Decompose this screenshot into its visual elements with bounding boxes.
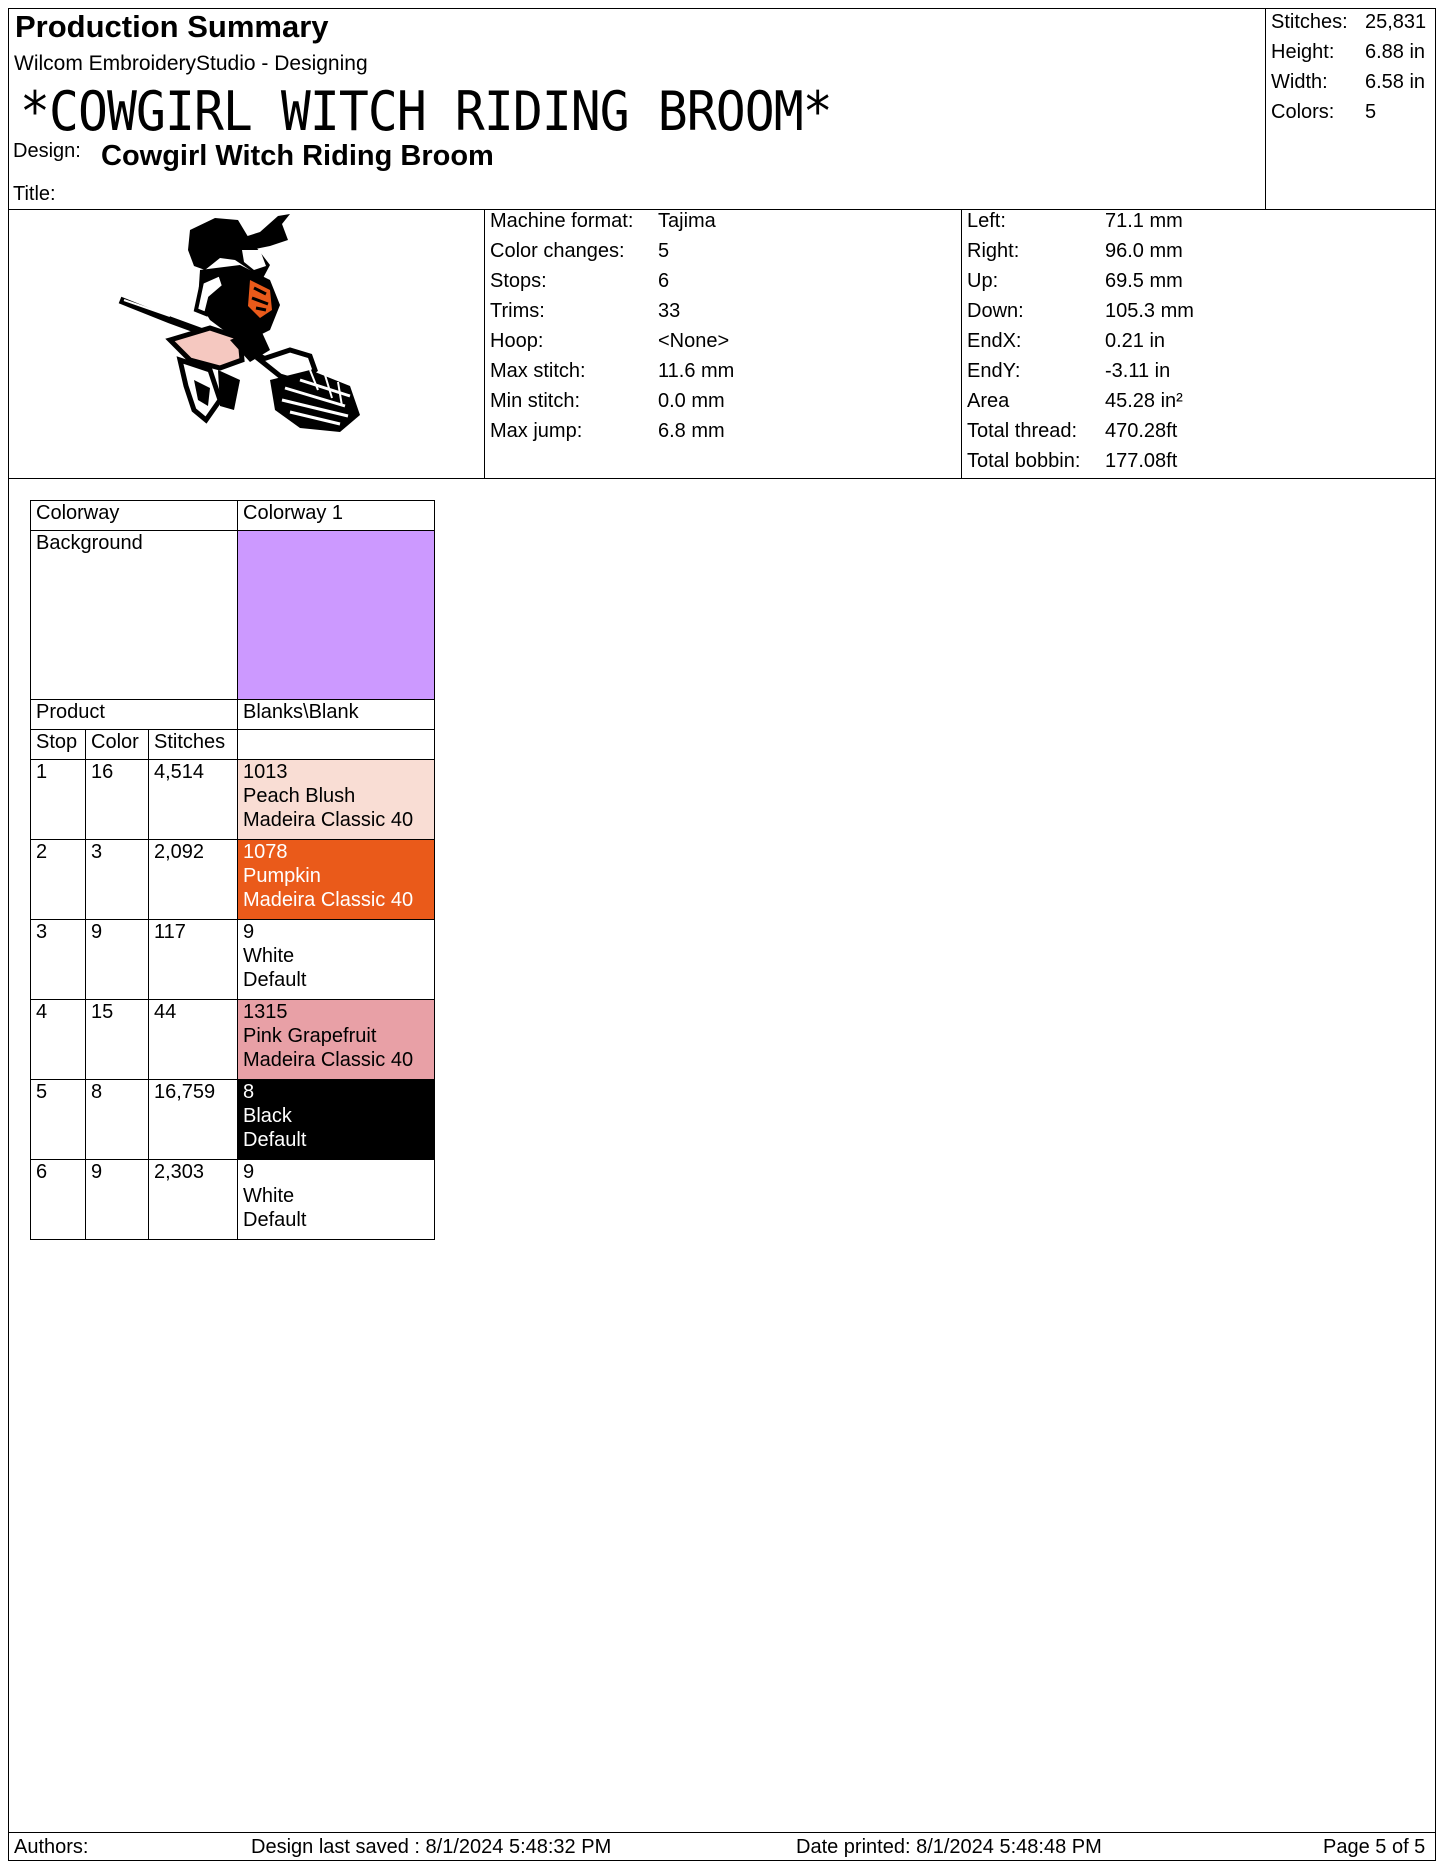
product-label: Product bbox=[31, 700, 238, 730]
machine-row bbox=[490, 210, 950, 240]
color-cell: 8 bbox=[86, 1080, 149, 1160]
summary-label: Stitches: bbox=[1271, 11, 1348, 33]
thread-row bbox=[31, 760, 435, 840]
color-cell: 9 bbox=[86, 920, 149, 1000]
thread-row bbox=[31, 840, 435, 920]
machine-label: Min stitch: bbox=[490, 390, 581, 412]
extents-value: 69.5 mm bbox=[1105, 270, 1183, 292]
extents-label: Total bobbin: bbox=[967, 450, 1081, 472]
stop-cell: 2 bbox=[31, 840, 86, 920]
summary-value: 6.58 in bbox=[1365, 71, 1426, 93]
column-header-row bbox=[31, 730, 435, 760]
thread-brand: Madeira Classic 40 bbox=[243, 809, 414, 831]
machine-value: 11.6 mm bbox=[658, 360, 735, 382]
thread-swatch-cell bbox=[238, 760, 435, 840]
thread-code: 1315 bbox=[243, 1001, 288, 1023]
machine-label: Trims: bbox=[490, 300, 545, 322]
col-header-stop: Stop bbox=[31, 730, 86, 760]
thread-row bbox=[31, 1080, 435, 1160]
divider-footer bbox=[8, 1832, 1436, 1833]
extents-value: 71.1 mm bbox=[1105, 210, 1183, 232]
extents-row bbox=[967, 300, 1427, 330]
stitches-cell: 4,514 bbox=[149, 760, 238, 840]
thread-code: 9 bbox=[243, 1161, 255, 1183]
extents-label: Down: bbox=[967, 300, 1024, 322]
title-label: Title: bbox=[13, 183, 56, 205]
extents-value: 45.28 in² bbox=[1105, 390, 1183, 412]
machine-row bbox=[490, 360, 950, 390]
design-name: Cowgirl Witch Riding Broom bbox=[101, 140, 494, 172]
summary-label: Colors: bbox=[1271, 101, 1335, 123]
footer-last-saved: Design last saved : 8/1/2024 5:48:32 PM bbox=[251, 1836, 612, 1858]
footer-date-printed: Date printed: 8/1/2024 5:48:48 PM bbox=[796, 1836, 1102, 1858]
thread-code: 8 bbox=[243, 1081, 255, 1103]
thread-name: Pink Grapefruit bbox=[243, 1025, 377, 1047]
design-label: Design: bbox=[13, 140, 81, 162]
thread-code: 9 bbox=[243, 921, 255, 943]
report-title: Production Summary bbox=[15, 9, 329, 44]
machine-value: 6 bbox=[658, 270, 670, 292]
thread-name: Pumpkin bbox=[243, 865, 321, 887]
color-cell: 3 bbox=[86, 840, 149, 920]
app-name: Wilcom EmbroideryStudio - Designing bbox=[14, 52, 368, 75]
thread-swatch-cell bbox=[238, 840, 435, 920]
extents-row bbox=[967, 420, 1427, 450]
summary-label: Height: bbox=[1271, 41, 1335, 63]
machine-value: 33 bbox=[658, 300, 681, 322]
summary-label: Width: bbox=[1271, 71, 1328, 93]
thread-code: 1013 bbox=[243, 761, 288, 783]
thread-brand: Madeira Classic 40 bbox=[243, 1049, 414, 1071]
col-header-stitches: Stitches bbox=[149, 730, 238, 760]
color-cell: 15 bbox=[86, 1000, 149, 1080]
stop-cell: 6 bbox=[31, 1160, 86, 1240]
summary-value: 5 bbox=[1365, 101, 1377, 123]
summary-row bbox=[1271, 71, 1436, 101]
stop-cell: 1 bbox=[31, 760, 86, 840]
extents-row bbox=[967, 240, 1427, 270]
extents-value: 177.08ft bbox=[1105, 450, 1178, 472]
footer-page-number: Page 5 of 5 bbox=[1323, 1836, 1426, 1858]
extents-row bbox=[967, 450, 1427, 480]
colorway-table bbox=[30, 500, 435, 1240]
product-value: Blanks\Blank bbox=[238, 700, 435, 730]
thread-swatch-cell bbox=[238, 1160, 435, 1240]
extents-row bbox=[967, 390, 1427, 420]
machine-label: Color changes: bbox=[490, 240, 625, 262]
extents-row bbox=[967, 270, 1427, 300]
thread-brand: Madeira Classic 40 bbox=[243, 889, 414, 911]
summary-row bbox=[1271, 11, 1436, 41]
extents-label: Right: bbox=[967, 240, 1020, 262]
extents-label: EndY: bbox=[967, 360, 1021, 382]
thread-swatch-cell bbox=[238, 1080, 435, 1160]
thread-row bbox=[31, 1000, 435, 1080]
machine-info bbox=[490, 210, 950, 450]
extents-row bbox=[967, 360, 1427, 390]
machine-row bbox=[490, 390, 950, 420]
colorway-row bbox=[31, 501, 435, 531]
extents-label: Area bbox=[967, 390, 1010, 412]
extents-row bbox=[967, 330, 1427, 360]
machine-row bbox=[490, 300, 950, 330]
extents-label: EndX: bbox=[967, 330, 1022, 352]
machine-value: Tajima bbox=[658, 210, 716, 232]
stitches-cell: 2,092 bbox=[149, 840, 238, 920]
stop-cell: 5 bbox=[31, 1080, 86, 1160]
thread-brand: Default bbox=[243, 1209, 307, 1231]
summary-row bbox=[1271, 101, 1436, 131]
divider-machine bbox=[484, 209, 485, 478]
machine-value: 6.8 mm bbox=[658, 420, 725, 442]
thread-swatch-cell bbox=[238, 920, 435, 1000]
design-banner: *COWGIRL WITCH RIDING BROOM* bbox=[20, 80, 832, 143]
stitches-cell: 2,303 bbox=[149, 1160, 238, 1240]
machine-label: Machine format: bbox=[490, 210, 634, 232]
color-cell: 9 bbox=[86, 1160, 149, 1240]
summary-value: 6.88 in bbox=[1365, 41, 1426, 63]
thread-name: Peach Blush bbox=[243, 785, 356, 807]
thread-row bbox=[31, 1160, 435, 1240]
color-cell: 16 bbox=[86, 760, 149, 840]
extents-value: 96.0 mm bbox=[1105, 240, 1183, 262]
thread-name: Black bbox=[243, 1105, 292, 1127]
stop-cell: 4 bbox=[31, 1000, 86, 1080]
stitches-cell: 44 bbox=[149, 1000, 238, 1080]
extents-value: -3.11 in bbox=[1105, 360, 1171, 382]
colorway-label: Colorway bbox=[31, 501, 238, 531]
thread-code: 1078 bbox=[243, 841, 288, 863]
divider-summary bbox=[1265, 8, 1266, 209]
product-row bbox=[31, 700, 435, 730]
machine-row bbox=[490, 420, 950, 450]
thread-brand: Default bbox=[243, 969, 307, 991]
extents-label: Up: bbox=[967, 270, 999, 292]
extents-info bbox=[967, 210, 1427, 480]
extents-value: 470.28ft bbox=[1105, 420, 1178, 442]
design-preview-image bbox=[110, 210, 380, 472]
machine-row bbox=[490, 270, 950, 300]
background-swatch bbox=[238, 531, 435, 700]
summary-row bbox=[1271, 41, 1436, 71]
stitches-cell: 117 bbox=[149, 920, 238, 1000]
colorway-value: Colorway 1 bbox=[238, 501, 435, 531]
extents-row bbox=[967, 210, 1427, 240]
machine-label: Max jump: bbox=[490, 420, 583, 442]
col-header-thread bbox=[238, 730, 435, 760]
thread-brand: Default bbox=[243, 1129, 307, 1151]
extents-value: 105.3 mm bbox=[1105, 300, 1194, 322]
footer-authors: Authors: bbox=[14, 1836, 89, 1858]
extents-label: Total thread: bbox=[967, 420, 1078, 442]
machine-value: 5 bbox=[658, 240, 670, 262]
thread-name: White bbox=[243, 1185, 295, 1207]
machine-row bbox=[490, 330, 950, 360]
divider-extents bbox=[961, 209, 962, 478]
machine-row bbox=[490, 240, 950, 270]
extents-value: 0.21 in bbox=[1105, 330, 1166, 352]
witch-figure bbox=[120, 214, 360, 432]
extents-label: Left: bbox=[967, 210, 1006, 232]
background-label: Background bbox=[31, 531, 238, 700]
machine-value: 0.0 mm bbox=[658, 390, 725, 412]
summary-stats bbox=[1271, 11, 1436, 131]
machine-label: Hoop: bbox=[490, 330, 544, 352]
thread-name: White bbox=[243, 945, 295, 967]
stitches-cell: 16,759 bbox=[149, 1080, 238, 1160]
thread-swatch-cell bbox=[238, 1000, 435, 1080]
col-header-color: Color bbox=[86, 730, 149, 760]
machine-label: Max stitch: bbox=[490, 360, 586, 382]
thread-row bbox=[31, 920, 435, 1000]
machine-value: <None> bbox=[658, 330, 730, 352]
machine-label: Stops: bbox=[490, 270, 547, 292]
background-row bbox=[31, 531, 435, 700]
stop-cell: 3 bbox=[31, 920, 86, 1000]
summary-value: 25,831 bbox=[1365, 11, 1427, 33]
